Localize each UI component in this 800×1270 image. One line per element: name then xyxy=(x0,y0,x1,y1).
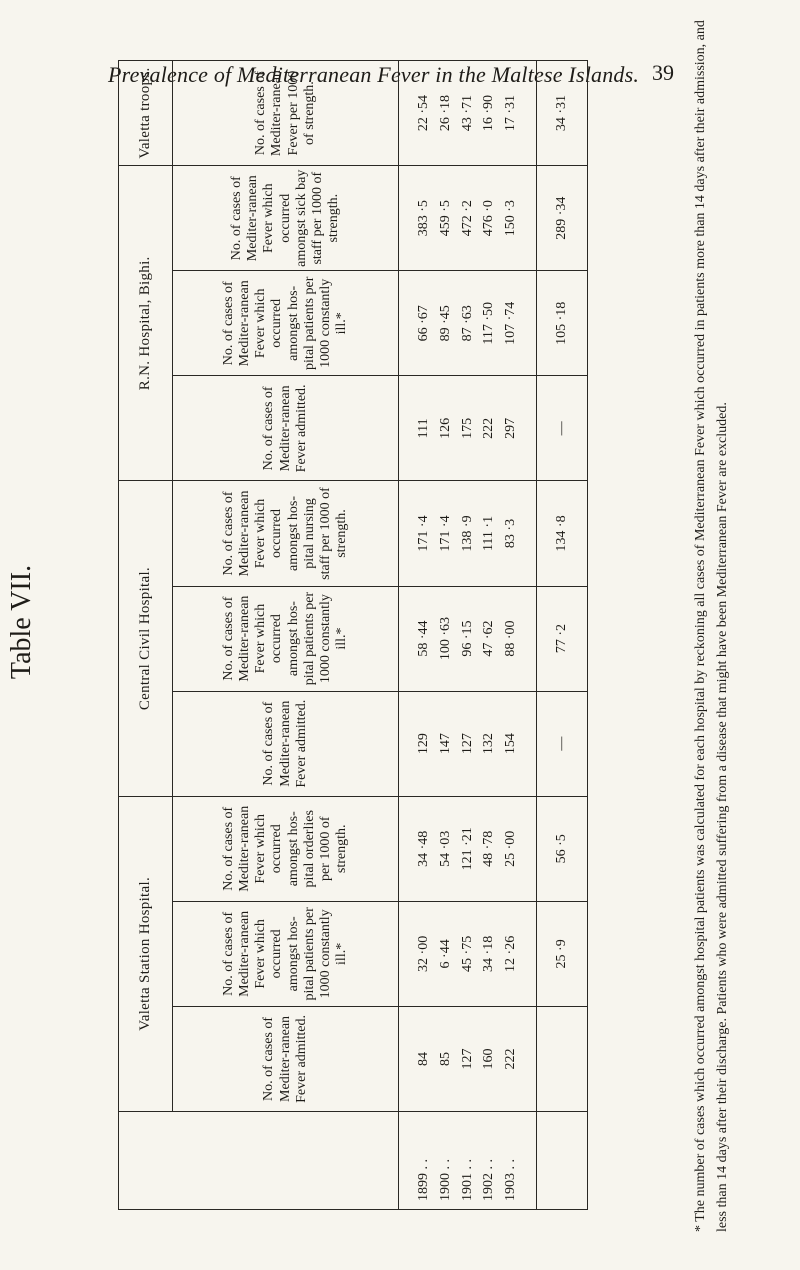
value: 84 xyxy=(416,1051,432,1066)
value-cell xyxy=(399,166,536,271)
subheader-cell: No. of cases of Mediter-ranean Fever which occurred amongst hos-pital nursing staff per 1000 of strength. xyxy=(172,481,399,586)
average-cell: — xyxy=(536,376,587,481)
value-cell xyxy=(399,586,536,691)
value: 34 ·48 xyxy=(416,830,432,867)
year-label: 1901 . . xyxy=(459,1159,475,1201)
subheader-cell: No. of cases of Mediter-ranean Fever per 1000 of strength. xyxy=(172,61,399,166)
average-cell: 289 ·34 xyxy=(536,166,587,271)
value: 87 ·63 xyxy=(459,305,475,342)
value: 121 ·21 xyxy=(459,827,475,871)
value: 32 ·00 xyxy=(416,935,432,972)
table-container xyxy=(118,60,588,1210)
group-header-rn-bighi: R.N. Hospital, Bighi. xyxy=(119,166,173,481)
value: 89 ·45 xyxy=(438,305,453,342)
value: 54 ·03 xyxy=(438,830,453,867)
value: 472 ·2 xyxy=(459,200,475,237)
value: 222 xyxy=(481,417,497,439)
value: 83 ·3 xyxy=(503,518,519,549)
average-cell: 77 ·2 xyxy=(536,586,587,691)
average-row xyxy=(536,61,587,1210)
subheader-row xyxy=(172,61,399,1210)
value: 6 ·44 xyxy=(438,939,453,969)
value: 129 xyxy=(416,733,432,755)
value-cell xyxy=(399,1006,536,1111)
value: 58 ·44 xyxy=(416,620,432,657)
footnote: * The number of cases which occurred amongst hospital patients was calculated for each hospital by reckoning all cases of Mediterranean Fever which occurred in patients more than 14 days after their admission, and less than 14 days after their discharge. Patients who were admitted suffering from a disease that might have been Mediterranean Fever are excluded. xyxy=(693,20,731,1232)
year-column-header xyxy=(119,1112,399,1210)
group-header-valetta-troops: Valetta troops. xyxy=(119,61,173,166)
subheader-cell: No. of cases of Mediter-ranean Fever which occurred amongst hos-pital orderlies per 1000 of strength. xyxy=(172,796,399,901)
value: 47 ·62 xyxy=(481,620,497,657)
average-cell: 105 ·18 xyxy=(536,271,587,376)
table-title: Table VII. xyxy=(6,564,37,680)
value: 96 ·15 xyxy=(459,620,475,657)
value: 383 ·5 xyxy=(416,200,432,237)
group-header-valetta-station: Valetta Station Hospital. xyxy=(119,796,173,1111)
year-label: 1903 . . xyxy=(503,1159,519,1201)
running-title: Prevalence of Mediterranean Fever in the Maltese Islands. xyxy=(108,62,640,87)
value: 111 xyxy=(416,418,432,439)
value: 48 ·78 xyxy=(481,830,497,867)
subheader-cell: No. of cases of Mediter-ranean Fever admitted. xyxy=(172,1006,399,1111)
value: 154 xyxy=(503,733,519,755)
value: 160 xyxy=(481,1048,497,1070)
average-cell: 134 ·8 xyxy=(536,481,587,586)
value: 171 ·4 xyxy=(438,515,453,552)
value: 107 ·74 xyxy=(503,301,519,345)
value: 88 ·00 xyxy=(503,620,519,657)
average-cell: 25 ·9 xyxy=(536,901,587,1006)
value: 111 ·1 xyxy=(481,515,497,552)
value: 222 xyxy=(503,1048,519,1070)
group-header-central-civil: Central Civil Hospital. xyxy=(119,481,173,796)
average-cell: 34 ·31 xyxy=(536,61,587,166)
value: 126 xyxy=(438,417,453,439)
value-cell xyxy=(399,796,536,901)
value: 171 ·4 xyxy=(416,515,432,552)
subheader-cell: No. of cases of Mediter-ranean Fever admitted. xyxy=(172,376,399,481)
value: 147 xyxy=(438,733,453,755)
value: 117 ·50 xyxy=(481,301,497,345)
value: 100 ·63 xyxy=(438,617,453,661)
value: 12 ·26 xyxy=(503,935,519,972)
year-label: 1899 . . xyxy=(416,1159,432,1201)
page-number: 39 xyxy=(652,60,674,85)
subheader-cell: No. of cases of Mediter-ranean Fever which occurred amongst sick bay staff per 1000 of strength. xyxy=(172,166,399,271)
group-header-row xyxy=(119,61,173,1210)
value: 17 ·31 xyxy=(503,95,519,132)
value: 150 ·3 xyxy=(503,200,519,237)
value-cell xyxy=(399,376,536,481)
value: 132 xyxy=(481,733,497,755)
average-cell: 56 ·5 xyxy=(536,796,587,901)
value: 175 xyxy=(459,417,475,439)
value: 45 ·75 xyxy=(459,935,475,972)
year-label: 1902 . . xyxy=(481,1159,497,1201)
value-cell xyxy=(399,691,536,796)
value-cell xyxy=(399,901,536,1006)
value-cell xyxy=(399,271,536,376)
value-cell xyxy=(399,481,536,586)
value: 127 xyxy=(459,1048,475,1070)
year-label: 1900 . . xyxy=(438,1159,453,1201)
average-label-cell xyxy=(536,1112,587,1210)
data-row xyxy=(399,61,536,1210)
value: 34 ·18 xyxy=(481,935,497,972)
value: 476 ·0 xyxy=(481,200,497,237)
value: 25 ·00 xyxy=(503,830,519,867)
year-list-cell xyxy=(399,1112,536,1210)
value: 66 ·67 xyxy=(416,305,432,342)
subheader-cell: No. of cases of Mediter-ranean Fever which occurred amongst hos-pital patients per 1000 constantly ill.* xyxy=(172,271,399,376)
value: 26 ·18 xyxy=(438,95,453,132)
average-cell: — xyxy=(536,691,587,796)
value: 138 ·9 xyxy=(459,515,475,552)
subheader-cell: No. of cases of Mediter-ranean Fever which occurred amongst hos-pital patients per 1000 constantly ill.* xyxy=(172,586,399,691)
subheader-cell: No. of cases of Mediter-ranean Fever which occurred amongst hos-pital patients per 1000 constantly ill.* xyxy=(172,901,399,1006)
value: 127 xyxy=(459,733,475,755)
value: 459 ·5 xyxy=(438,200,453,237)
value: 297 xyxy=(503,417,519,439)
subheader-cell: No. of cases of Mediter-ranean Fever admitted. xyxy=(172,691,399,796)
value: 43 ·71 xyxy=(459,95,475,132)
value: 16 ·90 xyxy=(481,95,497,132)
value: 22 ·54 xyxy=(416,95,432,132)
fever-prevalence-table xyxy=(118,60,588,1210)
value: 85 xyxy=(438,1051,453,1066)
value-cell xyxy=(399,61,536,166)
average-cell xyxy=(536,1006,587,1111)
